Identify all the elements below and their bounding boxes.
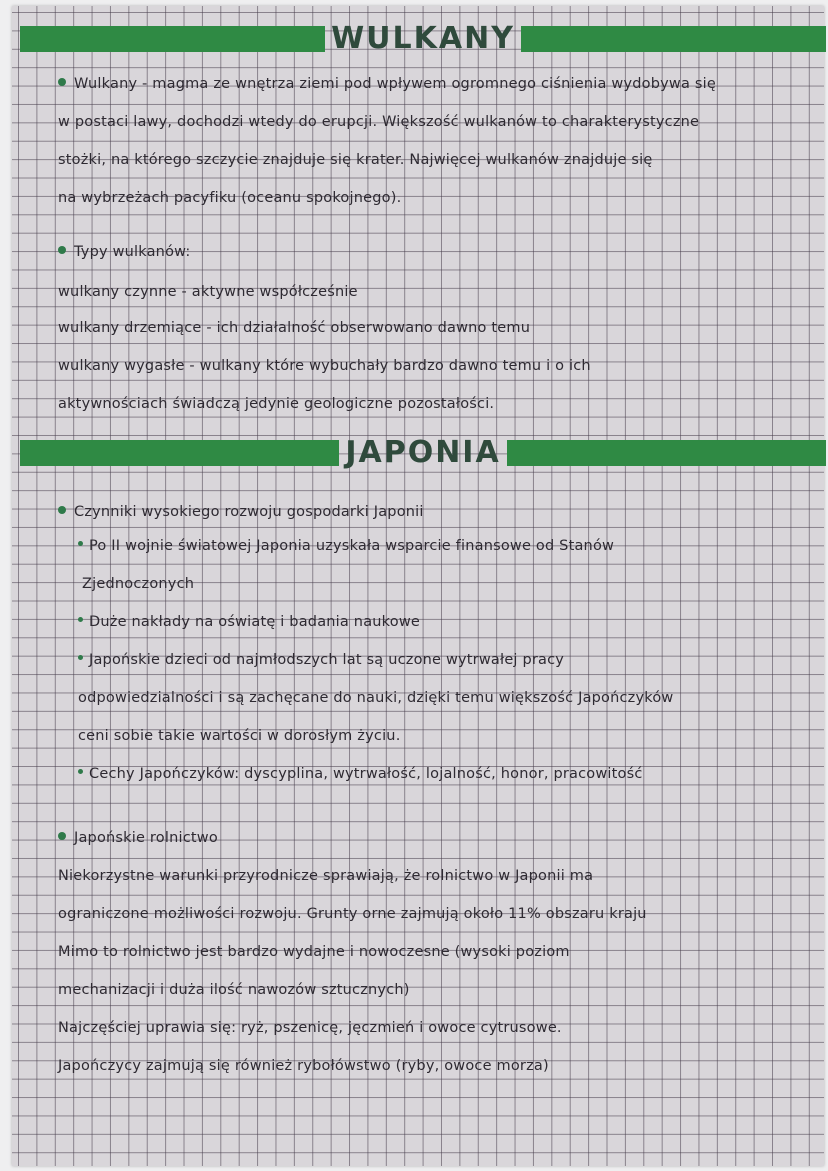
subheading-rolnictwo: Japońskie rolnictwo: [58, 828, 218, 848]
notebook-page: [12, 6, 824, 1166]
section-title: WULKANY: [331, 21, 515, 56]
bullet-dot-icon: [78, 541, 83, 546]
note-line: ograniczone możliwości rozwoju. Grunty orne zajmują około 11% obszaru kraju: [58, 906, 647, 922]
note-line: mechanizacji i duża ilość nawozów sztucznych): [58, 982, 410, 998]
highlighter-bar: [521, 26, 826, 52]
section-title: JAPONIA: [345, 435, 501, 470]
highlighter-bar: [20, 26, 325, 52]
bullet-dot-icon: [78, 769, 83, 774]
subheading-czynniki: Czynniki wysokiego rozwoju gospodarki Japonii: [58, 502, 424, 522]
note-line: odpowiedzialności i są zachęcane do nauki, dzięki temu większość Japończyków: [78, 690, 674, 706]
bullet-dot-icon: [78, 655, 83, 660]
note-line: Najczęściej uprawia się: ryż, pszenicę, jęczmień i owoce cytrusowe.: [58, 1020, 562, 1036]
note-line: Mimo to rolnictwo jest bardzo wydajne i nowoczesne (wysoki poziom: [58, 944, 570, 960]
note-line: aktywnościach świadczą jedynie geologiczne pozostałości.: [58, 396, 495, 412]
note-line: Niekorzystne warunki przyrodnicze sprawiają, że rolnictwo w Japonii ma: [58, 868, 594, 884]
section-banner-japonia: [20, 435, 826, 470]
note-line: Duże nakłady na oświatę i badania naukowe: [78, 612, 420, 632]
note-line: stożki, na którego szczycie znajduje się krater. Najwięcej wulkanów znajduje się: [58, 152, 653, 168]
note-line: wulkany drzemiące - ich działalność obserwowano dawno temu: [58, 320, 531, 336]
subheading-typy: Typy wulkanów:: [58, 242, 191, 262]
highlighter-bar: [507, 440, 826, 466]
note-line: Po II wojnie światowej Japonia uzyskała wsparcie finansowe od Stanów: [78, 536, 614, 556]
note-line: wulkany wygasłe - wulkany które wybuchały bardzo dawno temu i o ich: [58, 358, 591, 374]
bullet-dot-icon: [58, 78, 66, 86]
highlighter-bar: [20, 440, 339, 466]
bullet-dot-icon: [58, 246, 66, 254]
note-line: Cechy Japończyków: dyscyplina, wytrwałość, lojalność, honor, pracowitość: [78, 764, 643, 784]
section-banner-wulkany: [20, 21, 826, 56]
bullet-dot-icon: [58, 832, 66, 840]
bullet-dot-icon: [78, 617, 83, 622]
note-line: ceni sobie takie wartości w dorosłym życiu.: [78, 728, 401, 744]
note-line: Japońskie dzieci od najmłodszych lat są uczone wytrwałej pracy: [78, 650, 564, 670]
note-line: Japończycy zajmują się również rybołówstwo (ryby, owoce morza): [58, 1058, 549, 1074]
note-line: na wybrzeżach pacyfiku (oceanu spokojnego).: [58, 190, 402, 206]
note-line: Wulkany - magma ze wnętrza ziemi pod wpływem ogromnego ciśnienia wydobywa się: [58, 74, 716, 94]
note-line: w postaci lawy, dochodzi wtedy do erupcji. Większość wulkanów to charakterystyczne: [58, 114, 700, 130]
note-line: Zjednoczonych: [82, 576, 195, 592]
note-line: wulkany czynne - aktywne współcześnie: [58, 284, 358, 300]
bullet-dot-icon: [58, 506, 66, 514]
